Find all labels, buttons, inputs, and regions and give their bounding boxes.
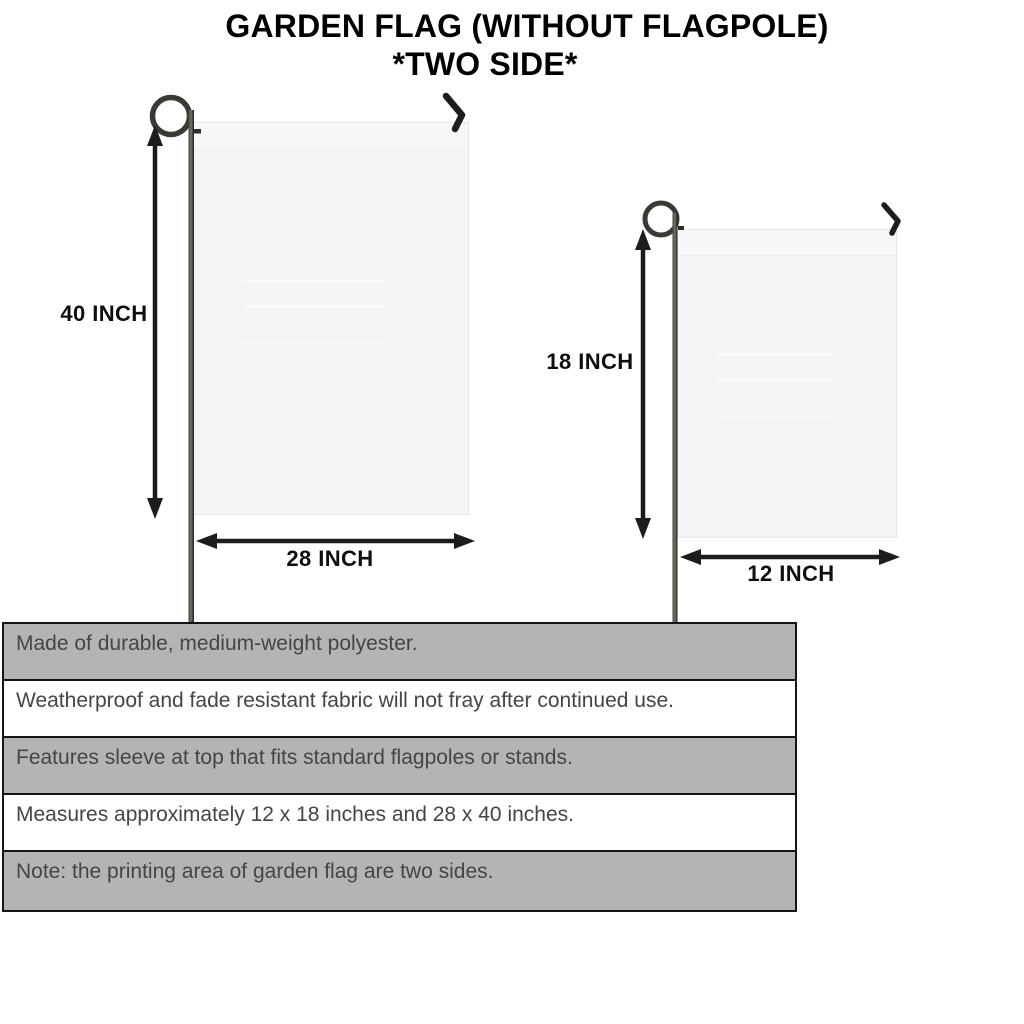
feature-row-measures: Measures approximately 12 x 18 inches and 28 x 40 inches. — [4, 795, 795, 852]
large-flag-width-label: 28 INCH — [286, 546, 374, 571]
small-flag-height-label: 18 INCH — [546, 349, 634, 374]
large-flag-graphic — [193, 122, 469, 515]
small-pole-loop-icon — [645, 203, 677, 235]
feature-row-material: Made of durable, medium-weight polyester. — [4, 624, 795, 681]
arrow-up-icon — [635, 229, 651, 250]
page-subtitle: *TWO SIDE* — [392, 46, 578, 82]
arrow-down-icon — [147, 498, 163, 519]
arrow-up-icon — [147, 125, 163, 146]
small-flag-width-label: 12 INCH — [747, 561, 835, 586]
large-flag-height-label: 40 INCH — [60, 301, 148, 326]
small-flag-graphic — [677, 229, 897, 538]
arrow-left-icon — [196, 533, 217, 549]
large-pole-loop-icon — [153, 98, 190, 135]
feature-row-note: Note: the printing area of garden flag are two sides. — [4, 852, 795, 910]
feature-row-weatherproof: Weatherproof and fade resistant fabric will not fray after continued use. — [4, 681, 795, 738]
feature-table — [2, 622, 797, 912]
page-title: GARDEN FLAG (WITHOUT FLAGPOLE) — [225, 8, 829, 44]
feature-row-sleeve: Features sleeve at top that fits standard flagpoles or stands. — [4, 738, 795, 795]
arrow-down-icon — [635, 518, 651, 539]
arrow-right-icon — [454, 533, 475, 549]
arrow-left-icon — [680, 549, 701, 565]
arrow-right-icon — [879, 549, 900, 565]
